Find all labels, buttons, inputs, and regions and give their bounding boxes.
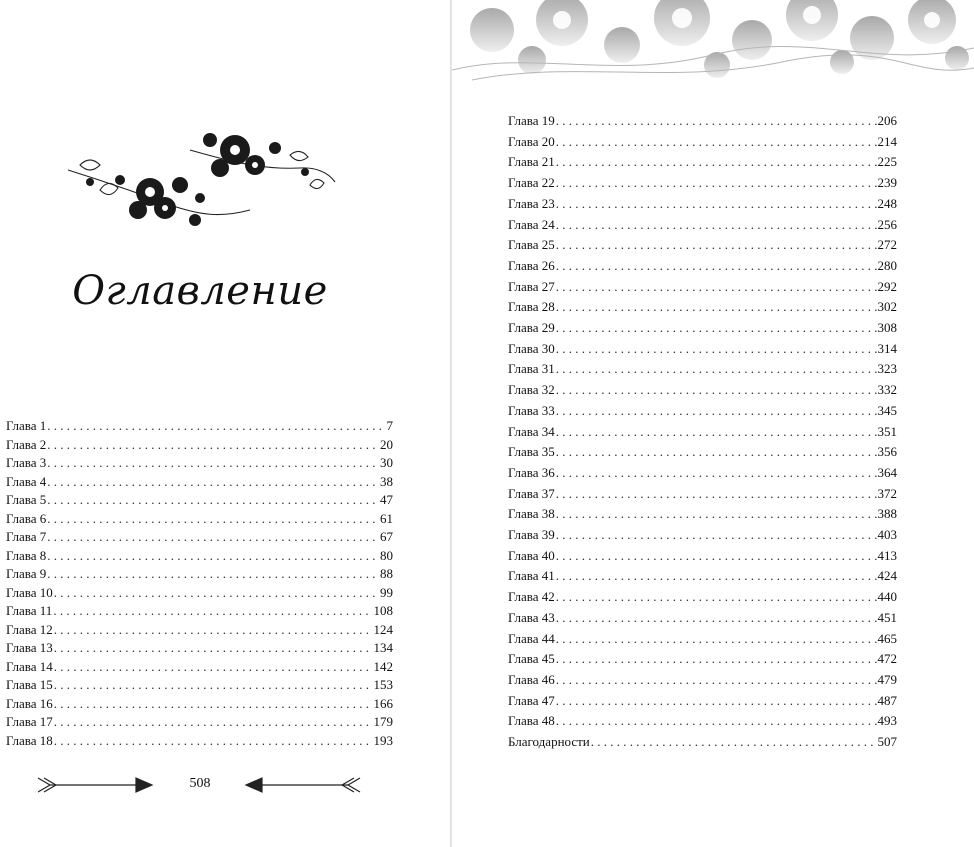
toc-entry-label: Глава 35 <box>508 444 555 460</box>
toc-entry-page: 38 <box>380 473 393 489</box>
toc-entry-label: Глава 41 <box>508 568 555 584</box>
toc-leader-dots <box>556 566 877 587</box>
toc-entry <box>508 297 897 318</box>
left-page <box>0 0 450 847</box>
toc-leader-dots <box>556 256 877 277</box>
toc-entry-page: 479 <box>877 671 897 687</box>
toc-leader-dots <box>556 484 877 505</box>
toc-entry-page: 67 <box>380 529 393 544</box>
toc-leader-dots <box>47 510 379 529</box>
toc-entry <box>508 442 897 463</box>
toc-entry-label: Глава 10 <box>6 584 53 600</box>
toc-entry-page: 134 <box>373 640 393 655</box>
toc-entry-label: Глава 25 <box>508 237 555 253</box>
toc-entry <box>508 691 897 712</box>
toc-entry-page: 364 <box>877 464 897 480</box>
toc-entry-label: Глава 28 <box>508 299 555 315</box>
toc-entry-page: 225 <box>877 154 897 170</box>
toc-entry <box>6 491 393 510</box>
toc-entry <box>6 436 393 455</box>
toc-entry <box>6 473 393 492</box>
toc-leader-dots <box>556 711 877 732</box>
toc-leader-dots <box>47 454 379 473</box>
toc-entry <box>508 587 897 608</box>
toc-entry <box>508 152 897 173</box>
toc-leader-dots <box>556 401 877 422</box>
toc-leader-dots <box>47 565 379 584</box>
toc-entry-page: 179 <box>373 714 393 729</box>
floral-header-icon <box>452 0 974 90</box>
toc-leader-dots <box>556 215 877 236</box>
toc-leader-dots <box>556 277 877 298</box>
toc-entry-label: Глава 43 <box>508 609 555 625</box>
toc-entry <box>508 256 897 277</box>
toc-entry-label: Глава 38 <box>508 506 555 522</box>
toc-entry-page: 472 <box>877 651 897 667</box>
toc-entry-page: 302 <box>877 299 897 315</box>
toc-entry-label: Глава 7 <box>6 529 47 544</box>
toc-leader-dots <box>591 732 877 753</box>
toc-entry <box>508 401 897 422</box>
toc-list-right <box>508 111 897 753</box>
toc-entry-label: Глава 3 <box>6 455 47 470</box>
toc-entry-page: 88 <box>380 566 393 581</box>
right-page <box>452 0 974 847</box>
toc-entry <box>6 639 393 658</box>
toc-leader-dots <box>556 318 877 339</box>
toc-entry-label: Глава 5 <box>6 492 47 507</box>
toc-entry-page: 388 <box>877 506 897 522</box>
toc-entry <box>508 111 897 132</box>
toc-entry-page: 424 <box>877 568 897 584</box>
toc-leader-dots <box>54 658 373 677</box>
toc-leader-dots <box>54 676 373 695</box>
toc-leader-dots <box>556 111 877 132</box>
toc-entry-page: 507 <box>877 734 897 750</box>
toc-leader-dots <box>556 442 877 463</box>
toc-entry-page: 142 <box>373 658 393 674</box>
toc-leader-dots <box>556 691 877 712</box>
toc-entry-label: Глава 12 <box>6 621 53 637</box>
toc-entry-label: Глава 33 <box>508 402 555 418</box>
toc-entry-page: 403 <box>877 527 897 543</box>
toc-leader-dots <box>556 194 877 215</box>
toc-entry <box>6 713 393 732</box>
toc-entry <box>6 510 393 529</box>
toc-leader-dots <box>556 173 877 194</box>
toc-entry <box>508 608 897 629</box>
toc-entry <box>508 277 897 298</box>
toc-leader-dots <box>556 235 877 256</box>
toc-entry-label: Глава 30 <box>508 340 555 356</box>
toc-entry-page: 166 <box>373 695 393 711</box>
toc-entry <box>6 547 393 566</box>
toc-entry-label: Глава 8 <box>6 547 47 563</box>
toc-entry-page: 308 <box>877 320 897 336</box>
toc-entry <box>6 658 393 677</box>
toc-leader-dots <box>556 132 877 153</box>
toc-leader-dots <box>556 422 877 443</box>
toc-leader-dots <box>47 417 385 436</box>
toc-entry-label: Глава 29 <box>508 320 555 336</box>
toc-entry-label: Глава 36 <box>508 464 555 480</box>
toc-entry-label: Глава 37 <box>508 485 555 501</box>
page-footer <box>30 772 370 800</box>
toc-leader-dots <box>47 491 379 510</box>
toc-entry-page: 99 <box>380 584 393 600</box>
toc-entry-label: Глава 16 <box>6 695 53 711</box>
toc-entry-page: 153 <box>373 677 393 692</box>
toc-leader-dots <box>556 649 877 670</box>
toc-entry <box>6 676 393 695</box>
toc-entry <box>6 602 393 621</box>
floral-ornament-icon <box>60 110 340 250</box>
toc-entry <box>508 463 897 484</box>
toc-entry-label: Глава 47 <box>508 692 555 708</box>
toc-entry <box>508 359 897 380</box>
arrow-ornament-icon <box>244 774 362 796</box>
toc-leader-dots <box>54 695 373 714</box>
toc-entry-page: 272 <box>877 237 897 253</box>
toc-leader-dots <box>47 436 379 455</box>
toc-entry-label: Глава 20 <box>508 133 555 149</box>
toc-leader-dots <box>54 621 373 640</box>
toc-entry-label: Глава 14 <box>6 658 53 674</box>
toc-entry-label: Глава 27 <box>508 278 555 294</box>
toc-entry <box>508 235 897 256</box>
page-number: 508 <box>189 776 211 791</box>
toc-entry-page: 214 <box>877 133 897 149</box>
toc-entry-page: 323 <box>877 361 897 377</box>
toc-entry <box>508 546 897 567</box>
toc-entry <box>508 215 897 236</box>
toc-entry-page: 372 <box>877 485 897 501</box>
toc-list-left <box>6 417 393 750</box>
toc-entry <box>6 417 393 436</box>
toc-entry-page: 280 <box>877 257 897 273</box>
toc-entry-page: 351 <box>877 423 897 439</box>
toc-leader-dots <box>556 504 877 525</box>
toc-entry-page: 292 <box>877 278 897 294</box>
toc-entry-page: 256 <box>877 216 897 232</box>
toc-title: Оглавление <box>72 268 328 314</box>
toc-entry-page: 61 <box>380 510 393 526</box>
toc-entry-page: 47 <box>380 492 393 507</box>
toc-entry-page: 108 <box>373 603 393 618</box>
toc-leader-dots <box>53 602 372 621</box>
toc-entry <box>508 732 897 753</box>
toc-entry-label: Глава 4 <box>6 473 47 489</box>
toc-entry-label: Глава 45 <box>508 651 555 667</box>
toc-entry-page: 124 <box>373 621 393 637</box>
toc-leader-dots <box>556 380 877 401</box>
toc-entry-label: Глава 15 <box>6 677 53 692</box>
toc-entry-label: Глава 39 <box>508 527 555 543</box>
toc-entry <box>6 695 393 714</box>
toc-leader-dots <box>556 152 877 173</box>
toc-entry <box>6 732 393 751</box>
toc-entry-label: Глава 18 <box>6 732 53 748</box>
toc-leader-dots <box>54 732 373 751</box>
toc-leader-dots <box>54 584 379 603</box>
toc-entry-page: 239 <box>877 175 897 191</box>
toc-leader-dots <box>47 528 379 547</box>
toc-leader-dots <box>47 473 379 492</box>
toc-entry-label: Глава 48 <box>508 713 555 729</box>
toc-entry-label: Глава 2 <box>6 436 47 452</box>
toc-entry-page: 332 <box>877 382 897 398</box>
toc-entry-page: 314 <box>877 340 897 356</box>
toc-entry-page: 356 <box>877 444 897 460</box>
toc-entry-label: Глава 22 <box>508 175 555 191</box>
toc-entry-label: Глава 13 <box>6 640 53 655</box>
toc-entry-label: Благодарности <box>508 734 590 750</box>
toc-entry-page: 206 <box>877 113 897 128</box>
toc-entry <box>6 528 393 547</box>
toc-entry-label: Глава 21 <box>508 154 555 170</box>
toc-entry-label: Глава 42 <box>508 589 555 605</box>
toc-leader-dots <box>54 639 373 658</box>
toc-entry <box>508 566 897 587</box>
toc-entry-page: 493 <box>877 713 897 729</box>
toc-entry-label: Глава 11 <box>6 603 53 618</box>
toc-entry-label: Глава 6 <box>6 510 47 526</box>
toc-entry-page: 30 <box>380 455 393 470</box>
toc-entry <box>508 194 897 215</box>
toc-entry <box>6 621 393 640</box>
toc-entry-label: Глава 46 <box>508 671 555 687</box>
toc-entry-label: Глава 34 <box>508 423 555 439</box>
toc-entry <box>508 670 897 691</box>
toc-entry <box>6 584 393 603</box>
toc-entry-label: Глава 44 <box>508 630 555 646</box>
toc-entry-label: Глава 23 <box>508 195 555 211</box>
toc-entry-page: 248 <box>877 195 897 211</box>
toc-entry-page: 451 <box>877 609 897 625</box>
toc-leader-dots <box>556 359 877 380</box>
toc-leader-dots <box>556 587 877 608</box>
toc-entry-page: 80 <box>380 547 393 563</box>
toc-entry <box>508 649 897 670</box>
toc-entry-label: Глава 9 <box>6 566 47 581</box>
toc-entry-page: 440 <box>877 589 897 605</box>
toc-entry <box>508 504 897 525</box>
arrow-ornament-icon <box>36 774 154 796</box>
toc-entry-page: 345 <box>877 402 897 418</box>
toc-entry <box>508 629 897 650</box>
toc-entry <box>508 711 897 732</box>
toc-leader-dots <box>556 297 877 318</box>
toc-entry-label: Глава 17 <box>6 714 53 729</box>
toc-entry-page: 487 <box>877 692 897 708</box>
toc-leader-dots <box>54 713 373 732</box>
toc-entry-label: Глава 26 <box>508 257 555 273</box>
toc-entry-label: Глава 32 <box>508 382 555 398</box>
toc-entry <box>6 454 393 473</box>
toc-entry-page: 20 <box>380 436 393 452</box>
toc-entry-label: Глава 31 <box>508 361 555 377</box>
toc-entry-label: Глава 40 <box>508 547 555 563</box>
toc-leader-dots <box>556 608 877 629</box>
toc-leader-dots <box>556 525 877 546</box>
toc-entry <box>508 380 897 401</box>
toc-entry-page: 465 <box>877 630 897 646</box>
toc-entry <box>508 132 897 153</box>
toc-leader-dots <box>556 670 877 691</box>
toc-leader-dots <box>556 339 877 360</box>
toc-entry-page: 7 <box>386 418 393 433</box>
toc-entry <box>508 525 897 546</box>
toc-entry <box>508 484 897 505</box>
toc-entry-label: Глава 1 <box>6 418 47 433</box>
toc-entry-page: 193 <box>373 732 393 748</box>
toc-entry-label: Глава 19 <box>508 113 555 128</box>
toc-leader-dots <box>556 463 877 484</box>
toc-entry <box>6 565 393 584</box>
toc-entry <box>508 318 897 339</box>
toc-entry-page: 413 <box>877 547 897 563</box>
toc-entry <box>508 422 897 443</box>
toc-leader-dots <box>47 547 379 566</box>
toc-entry-label: Глава 24 <box>508 216 555 232</box>
toc-leader-dots <box>556 546 877 567</box>
toc-entry <box>508 339 897 360</box>
toc-leader-dots <box>556 629 877 650</box>
toc-entry <box>508 173 897 194</box>
